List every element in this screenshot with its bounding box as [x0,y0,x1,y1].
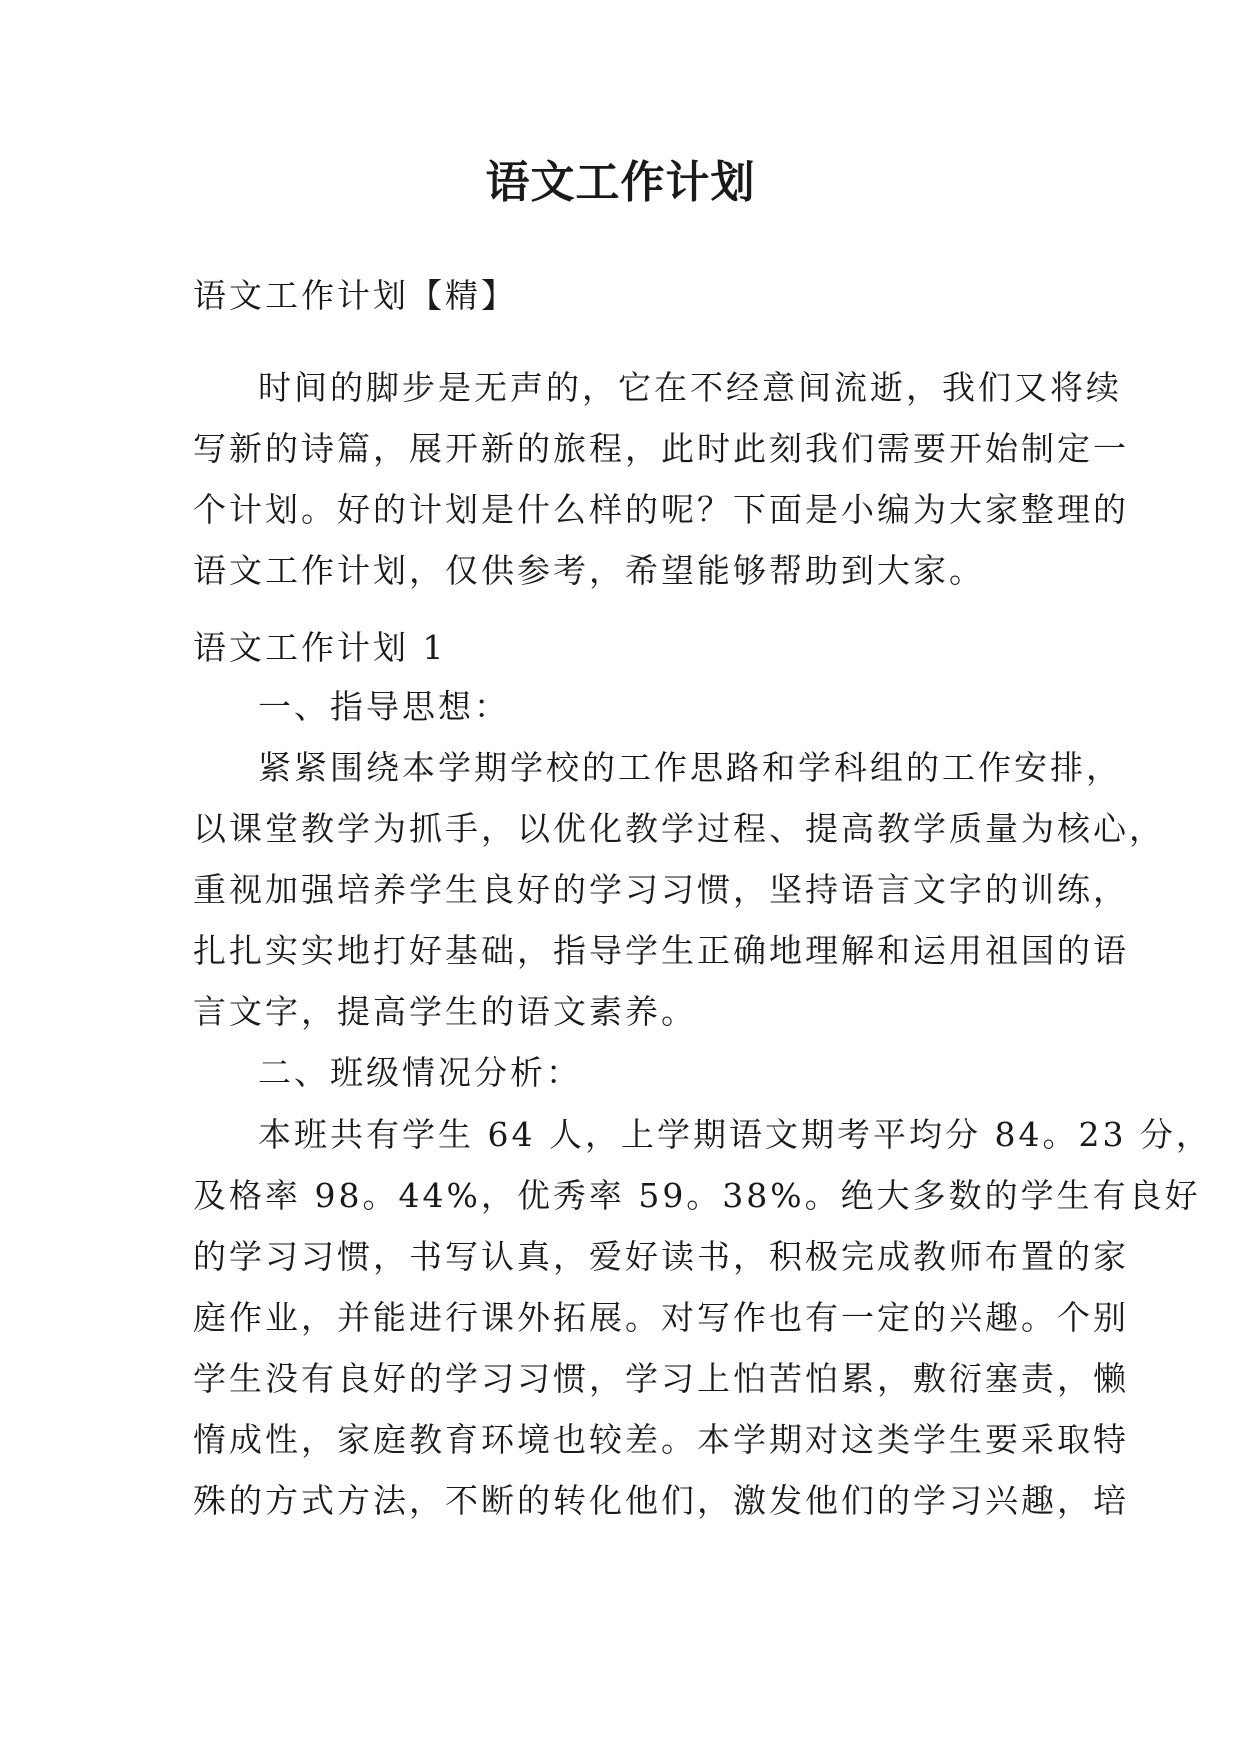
paragraph-line: 语文工作计划，仅供参考，希望能够帮助到大家。 [193,551,985,590]
paragraph-line: 扎扎实实地打好基础，指导学生正确地理解和运用祖国的语 [193,931,1129,970]
heading-class-analysis [193,1042,1063,1103]
paragraph-line: 学生没有良好的学习习惯，学习上怕苦怕累，敷衍塞责，懒 [193,1359,1129,1398]
paragraph-line: 本班共有学生 64 人，上学期语文期考平均分 84。23 分， [258,1115,1212,1154]
paragraph-line: 以课堂教学为抓手，以优化教学过程、提高教学质量为核心， [193,809,1165,848]
paragraph-line: 言文字，提高学生的语文素养。 [193,992,697,1031]
paragraph-line: 重视加强培养学生良好的学习习惯，坚持语言文字的训练， [193,870,1129,909]
heading-guiding-ideology [193,676,1063,737]
document-subtitle [193,265,1063,326]
heading-text: 一、指导思想： [258,687,510,726]
section-heading-text: 语文工作计划 1 [193,628,447,667]
paragraph-line: 紧紧围绕本学期学校的工作思路和学科组的工作安排， [258,748,1122,787]
paragraph-line: 庭作业，并能进行课外拓展。对写作也有一定的兴趣。个别 [193,1298,1129,1337]
paragraph-line: 殊的方式方法，不断的转化他们，激发他们的学习兴趣，培 [193,1481,1129,1520]
paragraph-guiding-ideology [193,737,1165,1042]
intro-paragraph [193,357,1129,601]
paragraph-line: 写新的诗篇，展开新的旅程，此时此刻我们需要开始制定一 [193,429,1129,468]
paragraph-line: 及格率 98。44%，优秀率 59。38%。绝大多数的学生有良好 [193,1176,1201,1215]
paragraph-class-analysis [193,1104,1212,1531]
document-title: 语文工作计划 [485,157,756,208]
section-heading [193,617,1063,678]
paragraph-line: 时间的脚步是无声的，它在不经意间流逝，我们又将续 [258,368,1122,407]
paragraph-line: 惰成性，家庭教育环境也较差。本学期对这类学生要采取特 [193,1420,1129,1459]
heading-text: 二、班级情况分析： [258,1053,582,1092]
paragraph-line: 个计划。好的计划是什么样的呢？下面是小编为大家整理的 [193,490,1129,529]
paragraph-line: 的学习习惯，书写认真，爱好读书，积极完成教师布置的家 [193,1237,1129,1276]
subtitle-line: 语文工作计划【精】 [193,276,517,315]
